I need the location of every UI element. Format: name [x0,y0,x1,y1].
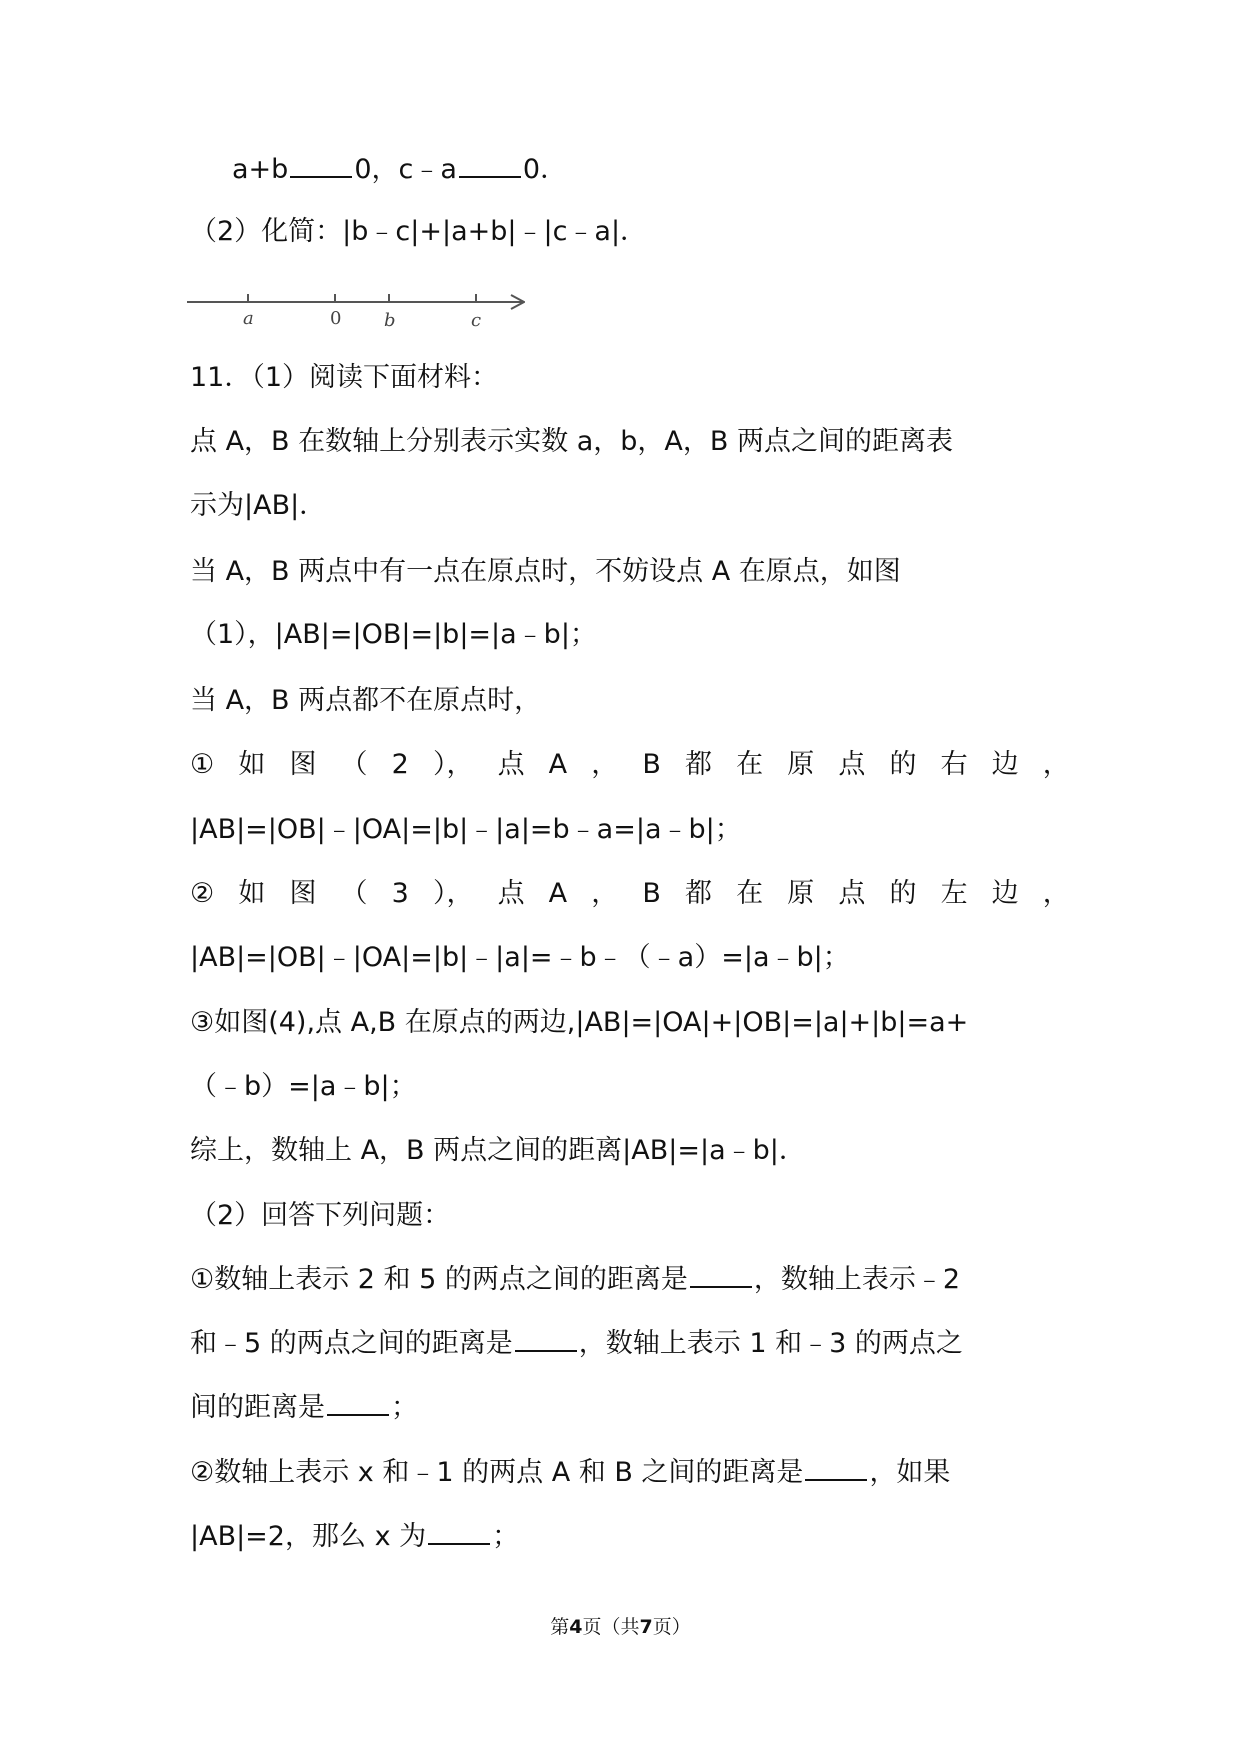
question-line: ②数轴上表示 x 和﹣1 的两点 A 和 B 之间的距离是 ，如果 [190,1457,951,1488]
question-line: ①数轴上表示 2 和 5 的两点之间的距离是 ，数轴上表示﹣2 [190,1264,961,1295]
paragraph-line: （﹣b）=|a﹣b|； [190,1071,417,1102]
paragraph-line: 点 A，B 在数轴上分别表示实数 a，b，A，B 两点之间的距离表 [190,426,953,457]
question-line: 和﹣5 的两点之间的距离是 ，数轴上表示 1 和﹣3 的两点之 [190,1328,963,1359]
paragraph-line: |AB|=|OB|﹣|OA|=|b|﹣|a|=b﹣a=|a﹣b|； [190,814,742,845]
answer-blank [690,1262,752,1288]
label-c: c [471,310,482,331]
blank-line-a-b: a+b 0，c﹣a 0． [232,154,568,185]
paragraph-line: （1），|AB|=|OB|=|b|=|a﹣b|； [190,619,597,650]
answer-blank [459,152,521,178]
number-line-figure [185,286,525,336]
answer-blank [428,1519,490,1545]
question-line: |AB|=2，那么 x 为 ； [190,1521,520,1552]
answer-blank [805,1455,867,1481]
paragraph-line: 当 A，B 两点中有一点在原点时，不妨设点 A 在原点，如图 [190,556,901,587]
label-0: 0 [330,308,342,329]
paragraph-line: ③如图(4),点 A,B 在原点的两边,|AB|=|OA|+|OB|=|a|+|b|=a+ [190,1007,969,1038]
page-number: 4 [569,1616,583,1638]
paragraph-line: 当 A，B 两点都不在原点时， [190,685,542,716]
answer-blank [515,1326,577,1352]
total-pages: 7 [639,1616,653,1638]
simplify-line: （2）化简：|b﹣c|+|a+b|﹣|c﹣a|． [190,216,648,247]
paragraph-line: 示为|AB|． [190,490,327,521]
paragraph-line: 综上，数轴上 A，B 两点之间的距离|AB|=|a﹣b|． [190,1135,806,1166]
page-footer: 第4页（共7页） [550,1616,691,1638]
question-line: 间的距离是 ； [190,1392,418,1423]
question-11-heading: 11．（1）阅读下面材料： [190,362,499,393]
label-a: a [243,308,254,329]
label-b: b [384,310,396,331]
subquestion-heading: （2）回答下列问题： [190,1200,451,1231]
case-1-line: ① 如 图 （ 2 ）， 点 A ， B 都 在 原 点 的 右 边 ， [190,749,1070,780]
answer-blank [290,152,352,178]
answer-blank [327,1390,389,1416]
paragraph-line: |AB|=|OB|﹣|OA|=|b|﹣|a|=﹣b﹣（﹣a）=|a﹣b|； [190,942,850,973]
case-2-line: ② 如 图 （ 3 ）， 点 A ， B 都 在 原 点 的 左 边 ， [190,878,1070,909]
